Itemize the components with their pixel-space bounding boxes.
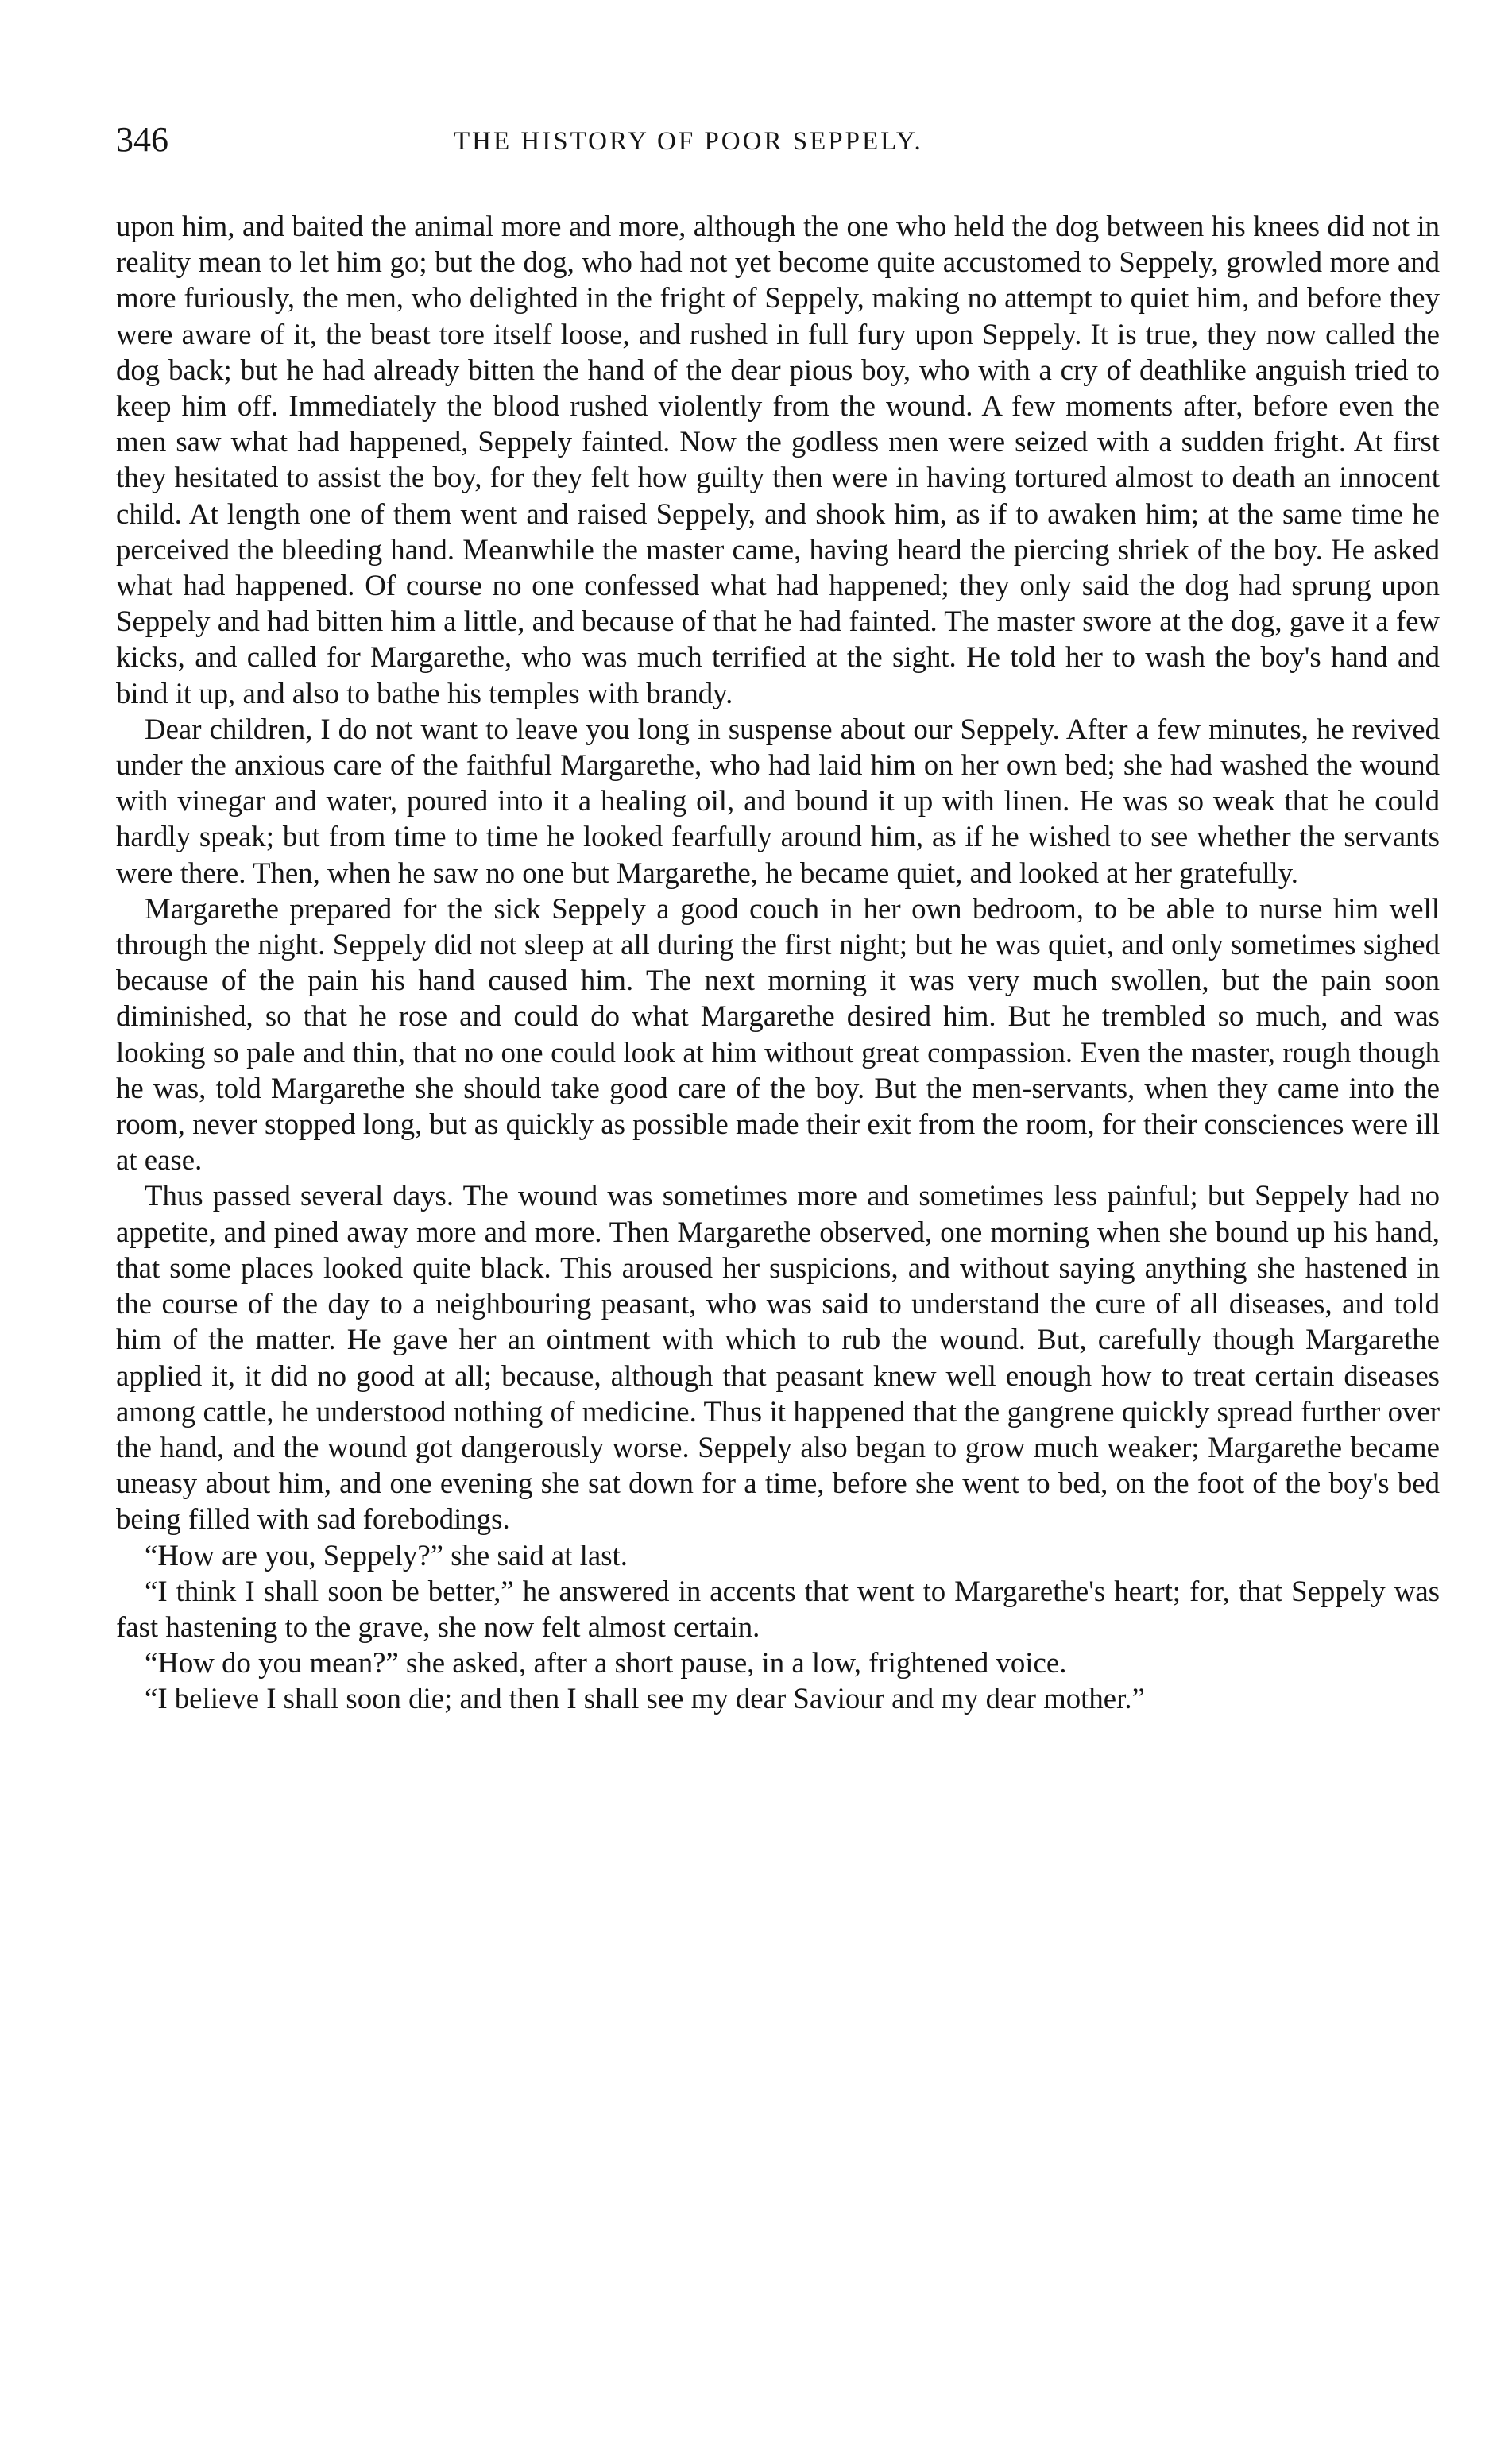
paragraph-5: “How are you, Seppely?” she said at last.	[145, 1538, 628, 1572]
paragraph-4: Thus passed several days. The wound was sometimes more and sometimes less painful; but Seppely had no appetite, and pined away more and more. Then Margarethe observed, one morning when she bound up his hand, that some places looked quite black. This aroused her suspicions, and without saying anything she hastened in the course of the day to a neighbouring peasant, who was said to understand the cure of all diseases, and told him of the matter. He gave her an ointment with which to rub the wound. But, carefully though Margarethe applied it, it did no good at all; because, although that peasant knew well enough how to treat certain diseases among cattle, he understood nothing of medicine. Thus it happened that the gangrene quickly spread further over the hand, and the wound got dangerously worse. Seppely also began to grow much weaker; Margarethe became uneasy about him, and one evening she sat down for a time, before she went to bed, on the foot of the boy's bed being filled with sad forebodings.	[116, 1179, 1440, 1536]
running-title: THE HISTORY OF POOR SEPPELY.	[454, 127, 923, 156]
paragraph-8: “I believe I shall soon die; and then I shall see my dear Saviour and my dear mother.”	[145, 1682, 1145, 1715]
paragraph-1: upon him, and baited the animal more and more, although the one who held the dog between his knees did not in reality mean to let him go; but the dog, who had not yet become quite accustomed to Seppely, growled more and more furiously, the men, who delighted in the fright of Seppely, making no attempt to quiet him, and before they were aware of it, the beast tore itself loose, and rushed in full fury upon Seppely. It is true, they now called the dog back; but he had already bitten the hand of the dear pious boy, who with a cry of deathlike anguish tried to keep him off. Immediately the blood rushed violently from the wound. A few moments after, before even the men saw what had happened, Seppely fainted. Now the godless men were seized with a sudden fright. At first they hesitated to assist the boy, for they felt how guilty then were in having tortured almost to death an innocent child. At length one of them went and raised Seppely, and shook him, as if to awaken him; at the same time he perceived the bleeding hand. Meanwhile the master came, having heard the piercing shriek of the boy. He asked what had happened. Of course no one confessed what had happened; they only said the dog had sprung upon Seppely and had bitten him a little, and because of that he had fainted. The master swore at the dog, gave it a few kicks, and called for Margarethe, who was much terrified at the sight. He told her to wash the boy's hand and bind it up, and also to bathe his temples with brandy.	[116, 210, 1440, 709]
running-head	[116, 119, 1440, 160]
paragraph-7: “How do you mean?” she asked, after a short pause, in a low, frightened voice.	[145, 1646, 1067, 1680]
body-text	[116, 208, 1440, 1717]
page-number: 346	[116, 120, 168, 159]
paragraph-6: “I think I shall soon be better,” he answered in accents that went to Margarethe's heart; for, that Seppely was fast hastening to the grave, she now felt almost certain.	[116, 1574, 1440, 1643]
paragraph-3: Margarethe prepared for the sick Seppely a good couch in her own bedroom, to be able to nurse him well through the night. Seppely did not sleep at all during the first night; but he was quiet, and only sometimes sighed because of the pain his hand caused him. The next morning it was very much swollen, but the pain soon diminished, so that he rose and could do what Margarethe desired him. But he trembled so much, and was looking so pale and thin, that no one could look at him without great compassion. Even the master, rough though he was, told Margarethe she should take good care of the boy. But the men-servants, when they came into the room, never stopped long, but as quickly as possible made their exit from the room, for their consciences were ill at ease.	[116, 891, 1440, 1177]
paragraph-2: Dear children, I do not want to leave you long in suspense about our Seppely. After a few minutes, he revived under the anxious care of the faithful Margarethe, who had laid him on her own bed; she had washed the wound with vinegar and water, poured into it a healing oil, and bound it up with linen. He was so weak that he could hardly speak; but from time to time he looked fearfully around him, as if he wished to see whether the servants were there. Then, when he saw no one but Margarethe, he became quiet, and looked at her gratefully.	[116, 712, 1440, 889]
